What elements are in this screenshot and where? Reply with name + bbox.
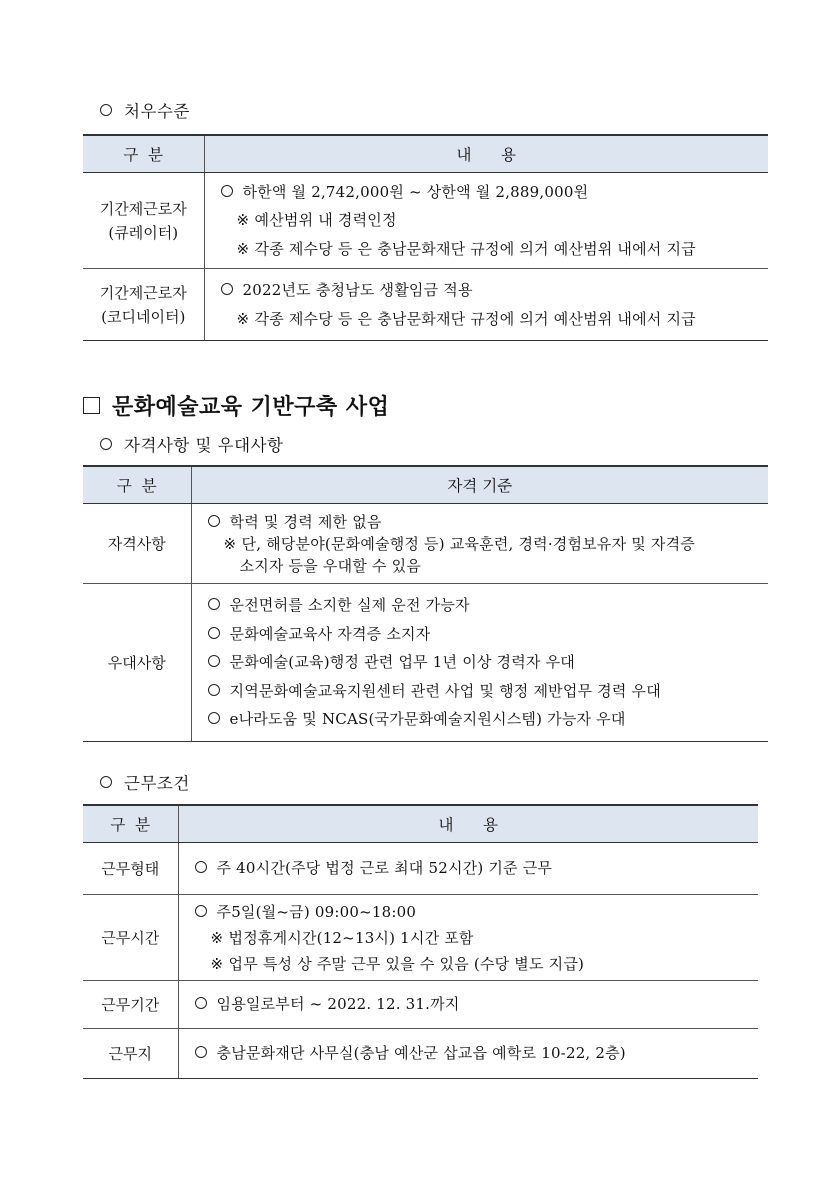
header-category: 구 분 [83, 805, 178, 843]
list-item: 주 40시간(주당 법정 근로 최대 52시간) 기준 근무 [179, 854, 759, 883]
note-continuation: 소지자 등을 우대할 수 있음 [239, 556, 421, 575]
list-item: 하한액 월 2,742,000원 ~ 상한액 월 2,889,000원 [205, 178, 769, 207]
table-row [83, 584, 768, 742]
pay-level-table [83, 134, 768, 341]
table-header-row [83, 466, 768, 504]
note-item: ※ 각종 제수당 등 은 충남문화재단 규정에 의거 예산범위 내에서 지급 [236, 239, 696, 258]
row-content [178, 1029, 758, 1079]
row-category: 우대사항 [83, 584, 191, 742]
header-content: 내 용 [204, 135, 768, 173]
row-category: 근무형태 [83, 843, 178, 895]
list-item: 충남문화재단 사무실(충남 예산군 삽교읍 예학로 10-22, 2층) [179, 1039, 759, 1068]
section2-subheading: 자격사항 및 우대사항 [100, 432, 283, 456]
note-item: ※ 단, 해당분야(문화예술행정 등) 교육훈련, 경력·경험보유자 및 자격증 [223, 534, 695, 553]
list-item: 임용일로부터 ~ 2022. 12. 31.까지 [179, 990, 759, 1019]
table-header-row [83, 135, 768, 173]
circle-bullet-icon [221, 185, 233, 197]
row-content [204, 173, 768, 269]
circle-bullet-icon [208, 655, 220, 667]
circle-bullet-icon [195, 905, 207, 917]
row-content [178, 895, 758, 981]
circle-bullet-icon [208, 515, 220, 527]
row-category: 기간제근로자 (큐레이터) [83, 173, 204, 269]
header-content: 자격 기준 [191, 466, 768, 504]
circle-bullet-icon [208, 598, 220, 610]
circle-bullet-icon [208, 712, 220, 724]
circle-bullet-icon [221, 283, 233, 295]
header-category: 구 분 [83, 466, 191, 504]
table-row [83, 173, 768, 269]
table-row [83, 504, 768, 584]
list-item: 학력 및 경력 제한 없음 [192, 511, 769, 533]
square-bullet-icon [83, 397, 100, 414]
row-category: 근무시간 [83, 895, 178, 981]
table-row [83, 981, 758, 1029]
row-category: 자격사항 [83, 504, 191, 584]
row-content [191, 504, 768, 584]
table-row [83, 269, 768, 341]
row-category: 기간제근로자 (코디네이터) [83, 269, 204, 341]
note-item: ※ 법정휴게시간(12~13시) 1시간 포함 [210, 928, 474, 947]
note-item: ※ 각종 제수당 등 은 충남문화재단 규정에 의거 예산범위 내에서 지급 [236, 309, 696, 328]
section3-subheading: 근무조건 [100, 770, 190, 794]
work-conditions-table [83, 804, 758, 1079]
row-category: 근무기간 [83, 981, 178, 1029]
header-content: 내 용 [178, 805, 758, 843]
circle-bullet-icon [195, 1046, 207, 1058]
list-item: 문화예술(교육)행정 관련 업무 1년 이상 경력자 우대 [192, 648, 769, 677]
table-header-row [83, 805, 758, 843]
note-item: ※ 예산범위 내 경력인정 [236, 211, 397, 230]
qualification-table [83, 465, 768, 742]
circle-bullet-icon [100, 438, 112, 450]
row-content [204, 269, 768, 341]
row-content [191, 584, 768, 742]
row-category: 근무지 [83, 1029, 178, 1079]
list-item: 운전면허를 소지한 실제 운전 가능자 [192, 591, 769, 620]
list-item: e나라도움 및 NCAS(국가문화예술지원시스템) 가능자 우대 [192, 705, 769, 734]
list-item: 문화예술교육사 자격증 소지자 [192, 620, 769, 649]
circle-bullet-icon [100, 776, 112, 788]
circle-bullet-icon [195, 997, 207, 1009]
circle-bullet-icon [100, 104, 112, 116]
circle-bullet-icon [195, 861, 207, 873]
circle-bullet-icon [208, 627, 220, 639]
list-item: 주5일(월~금) 09:00~18:00 [179, 899, 759, 925]
table-row [83, 1029, 758, 1079]
table-row [83, 843, 758, 895]
list-item: 2022년도 충청남도 생활임금 적용 [205, 276, 769, 305]
header-category: 구 분 [83, 135, 204, 173]
list-item: 지역문화예술교육지원센터 관련 사업 및 행정 제반업무 경력 우대 [192, 677, 769, 706]
section1-subheading: 처우수준 [100, 98, 190, 122]
row-content [178, 843, 758, 895]
table-row [83, 895, 758, 981]
circle-bullet-icon [208, 684, 220, 696]
section2-heading: 문화예술교육 기반구축 사업 [83, 390, 389, 421]
note-item: ※ 업무 특성 상 주말 근무 있을 수 있음 (수당 별도 지급) [210, 954, 585, 973]
row-content [178, 981, 758, 1029]
